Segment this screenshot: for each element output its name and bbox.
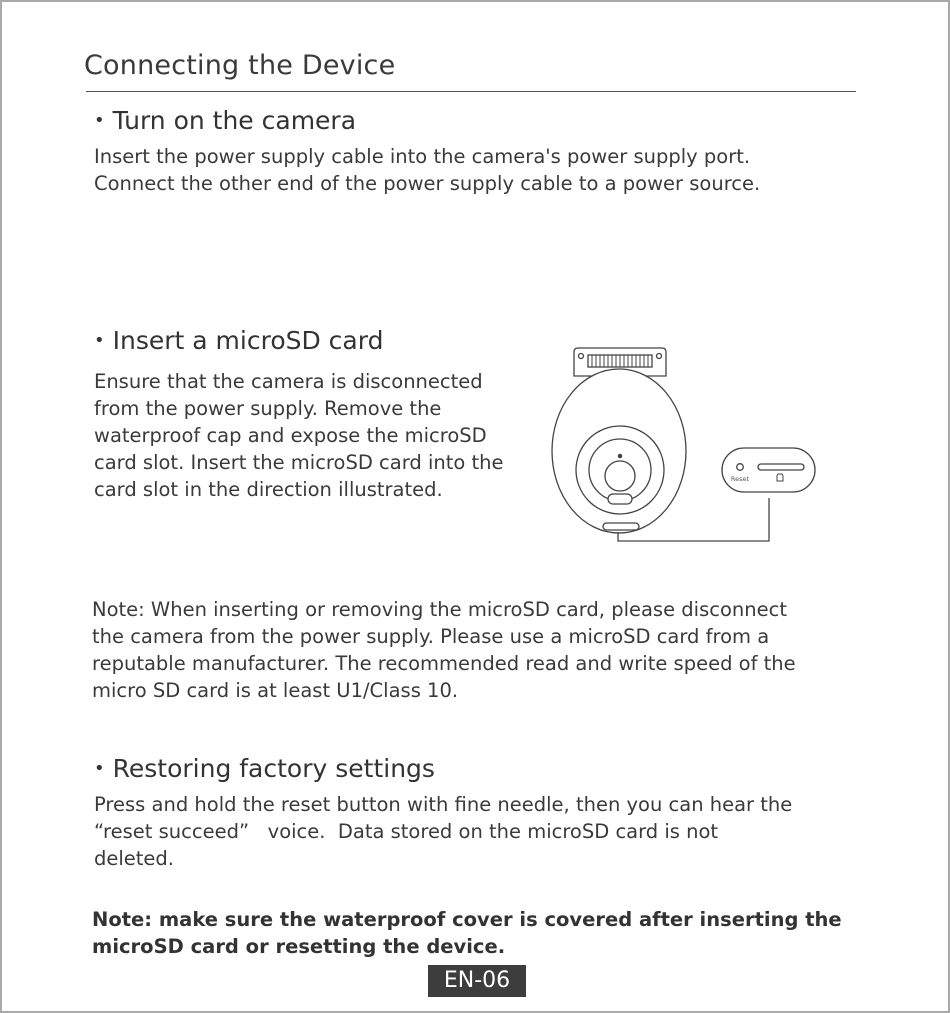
reset-label: Reset <box>730 475 750 483</box>
body-line: Note: When inserting or removing the microSD card, please disconnect <box>92 598 787 621</box>
body-line: “reset succeed” voice. Data stored on the microSD card is not <box>94 820 719 843</box>
sd-slot-panel <box>722 448 815 492</box>
bullet-icon: • <box>94 758 105 779</box>
body-line: waterproof cap and expose the microSD <box>94 424 487 447</box>
body-line: Insert the power supply cable into the camera's power supply port. <box>94 145 751 168</box>
page-title: Connecting the Device <box>84 50 396 81</box>
body-line: Press and hold the reset button with fine needle, then you can hear the <box>94 793 793 816</box>
body-line: from the power supply. Remove the <box>94 397 442 420</box>
title-divider <box>86 91 856 92</box>
bullet-icon: • <box>94 110 105 131</box>
camera-sd-slot-illustration <box>550 340 830 550</box>
section-heading-turn-on <box>94 106 356 135</box>
body-line: card slot in the direction illustrated. <box>94 478 443 501</box>
section-body-restore <box>94 791 864 872</box>
body-line: reputable manufacturer. The recommended read and write speed of the <box>92 652 796 675</box>
section-body-microsd <box>94 368 544 503</box>
body-line: Ensure that the camera is disconnected <box>94 370 483 393</box>
section-heading-text: Turn on the camera <box>112 106 357 135</box>
bold-note <box>92 906 872 960</box>
section-heading-restore <box>94 754 435 783</box>
camera-icon <box>552 348 686 533</box>
body-line: micro SD card is at least U1/Class 10. <box>92 679 459 702</box>
section-body-turn-on <box>94 143 854 197</box>
page-number: EN-06 <box>428 965 526 997</box>
section-heading-microsd <box>94 326 383 355</box>
bullet-icon: • <box>94 330 105 351</box>
section-heading-text: Restoring factory settings <box>112 754 435 783</box>
note-paragraph <box>92 596 872 704</box>
bold-note-line: Note: make sure the waterproof cover is covered after inserting the <box>92 908 842 931</box>
section-heading-text: Insert a microSD card <box>112 326 384 355</box>
body-line: Connect the other end of the power supply cable to a power source. <box>94 172 761 195</box>
body-line: card slot. Insert the microSD card into the <box>94 451 504 474</box>
body-line: the camera from the power supply. Please use a microSD card from a <box>92 625 770 648</box>
body-line: deleted. <box>94 847 175 870</box>
bold-note-line: microSD card or resetting the device. <box>92 935 506 958</box>
